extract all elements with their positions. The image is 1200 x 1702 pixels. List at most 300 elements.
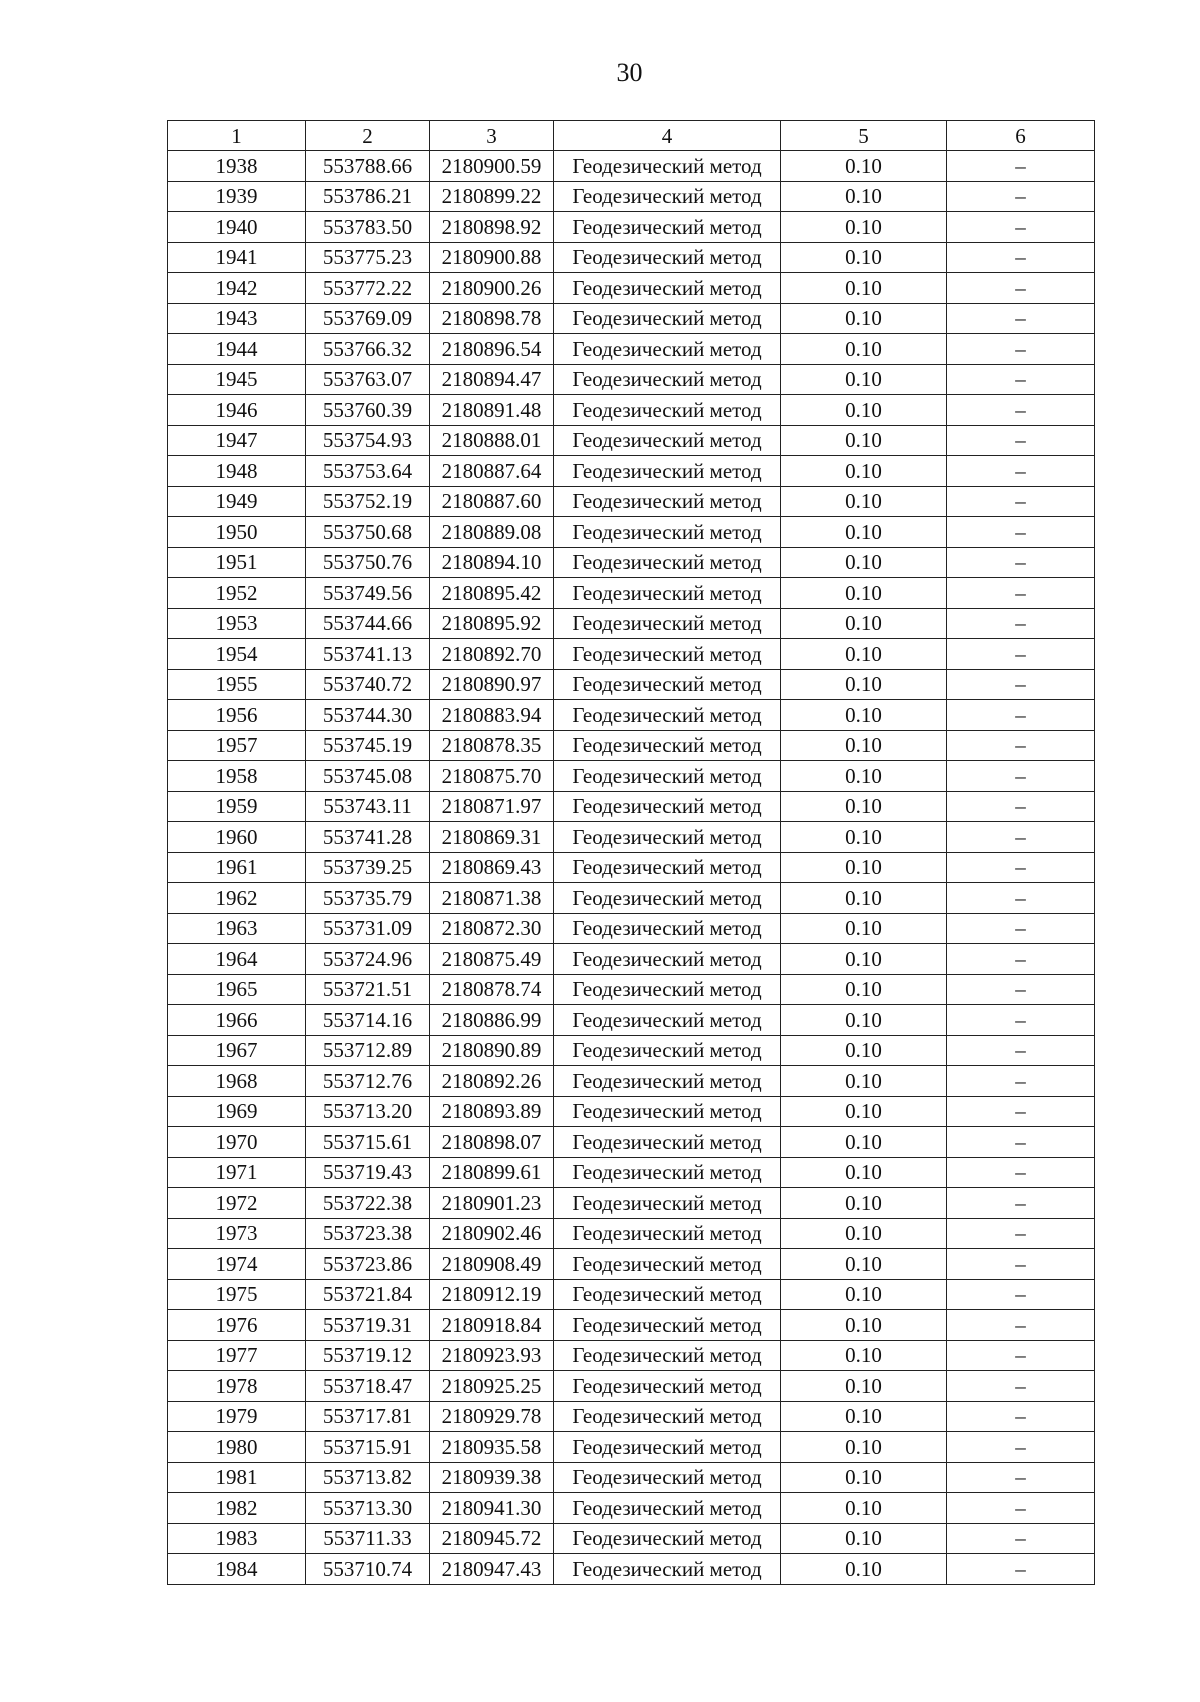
method-cell: Геодезический метод — [554, 639, 781, 670]
table-header-row — [168, 121, 1095, 151]
accuracy-cell: 0.10 — [781, 852, 947, 883]
y-coordinate-cell: 2180902.46 — [430, 1218, 554, 1249]
y-coordinate-cell: 2180892.70 — [430, 639, 554, 670]
y-coordinate-cell: 2180923.93 — [430, 1340, 554, 1371]
note-cell: – — [947, 425, 1095, 456]
point-number-cell: 1977 — [168, 1340, 306, 1371]
x-coordinate-cell: 553719.12 — [306, 1340, 430, 1371]
table-row — [168, 944, 1095, 975]
x-coordinate-cell: 553741.28 — [306, 822, 430, 853]
table-row — [168, 578, 1095, 609]
table-row — [168, 913, 1095, 944]
table-row — [168, 1218, 1095, 1249]
y-coordinate-cell: 2180925.25 — [430, 1371, 554, 1402]
y-coordinate-cell: 2180900.88 — [430, 242, 554, 273]
y-coordinate-cell: 2180899.22 — [430, 181, 554, 212]
accuracy-cell: 0.10 — [781, 1127, 947, 1158]
accuracy-cell: 0.10 — [781, 1523, 947, 1554]
accuracy-cell: 0.10 — [781, 1157, 947, 1188]
note-cell: – — [947, 517, 1095, 548]
point-number-cell: 1961 — [168, 852, 306, 883]
y-coordinate-cell: 2180894.47 — [430, 364, 554, 395]
accuracy-cell: 0.10 — [781, 578, 947, 609]
accuracy-cell: 0.10 — [781, 822, 947, 853]
header-cell-3: 3 — [430, 121, 554, 151]
accuracy-cell: 0.10 — [781, 1462, 947, 1493]
point-number-cell: 1955 — [168, 669, 306, 700]
accuracy-cell: 0.10 — [781, 456, 947, 487]
method-cell: Геодезический метод — [554, 852, 781, 883]
note-cell: – — [947, 273, 1095, 304]
y-coordinate-cell: 2180878.74 — [430, 974, 554, 1005]
note-cell: – — [947, 1066, 1095, 1097]
accuracy-cell: 0.10 — [781, 730, 947, 761]
accuracy-cell: 0.10 — [781, 791, 947, 822]
method-cell: Геодезический метод — [554, 517, 781, 548]
method-cell: Геодезический метод — [554, 1401, 781, 1432]
method-cell: Геодезический метод — [554, 212, 781, 243]
point-number-cell: 1959 — [168, 791, 306, 822]
method-cell: Геодезический метод — [554, 1249, 781, 1280]
y-coordinate-cell: 2180890.97 — [430, 669, 554, 700]
x-coordinate-cell: 553744.66 — [306, 608, 430, 639]
x-coordinate-cell: 553739.25 — [306, 852, 430, 883]
y-coordinate-cell: 2180891.48 — [430, 395, 554, 426]
x-coordinate-cell: 553743.11 — [306, 791, 430, 822]
point-number-cell: 1962 — [168, 883, 306, 914]
x-coordinate-cell: 553713.20 — [306, 1096, 430, 1127]
note-cell: – — [947, 1279, 1095, 1310]
x-coordinate-cell: 553717.81 — [306, 1401, 430, 1432]
note-cell: – — [947, 1371, 1095, 1402]
accuracy-cell: 0.10 — [781, 913, 947, 944]
table-row — [168, 608, 1095, 639]
note-cell: – — [947, 852, 1095, 883]
accuracy-cell: 0.10 — [781, 1401, 947, 1432]
method-cell: Геодезический метод — [554, 181, 781, 212]
y-coordinate-cell: 2180947.43 — [430, 1554, 554, 1585]
accuracy-cell: 0.10 — [781, 364, 947, 395]
table-row — [168, 1066, 1095, 1097]
method-cell: Геодезический метод — [554, 1157, 781, 1188]
x-coordinate-cell: 553772.22 — [306, 273, 430, 304]
method-cell: Геодезический метод — [554, 1523, 781, 1554]
y-coordinate-cell: 2180892.26 — [430, 1066, 554, 1097]
y-coordinate-cell: 2180935.58 — [430, 1432, 554, 1463]
y-coordinate-cell: 2180929.78 — [430, 1401, 554, 1432]
method-cell: Геодезический метод — [554, 608, 781, 639]
accuracy-cell: 0.10 — [781, 1188, 947, 1219]
method-cell: Геодезический метод — [554, 761, 781, 792]
point-number-cell: 1939 — [168, 181, 306, 212]
y-coordinate-cell: 2180895.92 — [430, 608, 554, 639]
point-number-cell: 1956 — [168, 700, 306, 731]
table-row — [168, 1127, 1095, 1158]
header-cell-5: 5 — [781, 121, 947, 151]
point-number-cell: 1982 — [168, 1493, 306, 1524]
point-number-cell: 1943 — [168, 303, 306, 334]
point-number-cell: 1971 — [168, 1157, 306, 1188]
y-coordinate-cell: 2180890.89 — [430, 1035, 554, 1066]
note-cell: – — [947, 212, 1095, 243]
table-row — [168, 1401, 1095, 1432]
x-coordinate-cell: 553721.51 — [306, 974, 430, 1005]
point-number-cell: 1975 — [168, 1279, 306, 1310]
y-coordinate-cell: 2180894.10 — [430, 547, 554, 578]
accuracy-cell: 0.10 — [781, 1279, 947, 1310]
table-row — [168, 1096, 1095, 1127]
note-cell: – — [947, 1523, 1095, 1554]
method-cell: Геодезический метод — [554, 547, 781, 578]
y-coordinate-cell: 2180887.60 — [430, 486, 554, 517]
table-row — [168, 1310, 1095, 1341]
point-number-cell: 1952 — [168, 578, 306, 609]
y-coordinate-cell: 2180941.30 — [430, 1493, 554, 1524]
accuracy-cell: 0.10 — [781, 395, 947, 426]
point-number-cell: 1981 — [168, 1462, 306, 1493]
point-number-cell: 1946 — [168, 395, 306, 426]
y-coordinate-cell: 2180886.99 — [430, 1005, 554, 1036]
method-cell: Геодезический метод — [554, 456, 781, 487]
point-number-cell: 1947 — [168, 425, 306, 456]
y-coordinate-cell: 2180896.54 — [430, 334, 554, 365]
note-cell: – — [947, 151, 1095, 182]
table-row — [168, 242, 1095, 273]
y-coordinate-cell: 2180871.38 — [430, 883, 554, 914]
note-cell: – — [947, 1218, 1095, 1249]
x-coordinate-cell: 553749.56 — [306, 578, 430, 609]
table-row — [168, 395, 1095, 426]
method-cell: Геодезический метод — [554, 913, 781, 944]
x-coordinate-cell: 553786.21 — [306, 181, 430, 212]
table-row — [168, 1340, 1095, 1371]
method-cell: Геодезический метод — [554, 1218, 781, 1249]
point-number-cell: 1954 — [168, 639, 306, 670]
table-row — [168, 1462, 1095, 1493]
method-cell: Геодезический метод — [554, 1035, 781, 1066]
point-number-cell: 1957 — [168, 730, 306, 761]
point-number-cell: 1969 — [168, 1096, 306, 1127]
x-coordinate-cell: 553714.16 — [306, 1005, 430, 1036]
point-number-cell: 1950 — [168, 517, 306, 548]
y-coordinate-cell: 2180939.38 — [430, 1462, 554, 1493]
method-cell: Геодезический метод — [554, 944, 781, 975]
accuracy-cell: 0.10 — [781, 181, 947, 212]
point-number-cell: 1972 — [168, 1188, 306, 1219]
y-coordinate-cell: 2180900.59 — [430, 151, 554, 182]
method-cell: Геодезический метод — [554, 822, 781, 853]
table-row — [168, 883, 1095, 914]
table-row — [168, 1371, 1095, 1402]
table-row — [168, 181, 1095, 212]
note-cell: – — [947, 639, 1095, 670]
accuracy-cell: 0.10 — [781, 1096, 947, 1127]
accuracy-cell: 0.10 — [781, 608, 947, 639]
x-coordinate-cell: 553723.38 — [306, 1218, 430, 1249]
note-cell: – — [947, 1462, 1095, 1493]
table-body — [168, 121, 1095, 1585]
table-row — [168, 486, 1095, 517]
point-number-cell: 1940 — [168, 212, 306, 243]
method-cell: Геодезический метод — [554, 364, 781, 395]
point-number-cell: 1968 — [168, 1066, 306, 1097]
method-cell: Геодезический метод — [554, 486, 781, 517]
accuracy-cell: 0.10 — [781, 761, 947, 792]
method-cell: Геодезический метод — [554, 669, 781, 700]
y-coordinate-cell: 2180883.94 — [430, 700, 554, 731]
y-coordinate-cell: 2180901.23 — [430, 1188, 554, 1219]
note-cell: – — [947, 1096, 1095, 1127]
y-coordinate-cell: 2180895.42 — [430, 578, 554, 609]
table-row — [168, 1554, 1095, 1585]
y-coordinate-cell: 2180869.31 — [430, 822, 554, 853]
y-coordinate-cell: 2180889.08 — [430, 517, 554, 548]
table-row — [168, 151, 1095, 182]
accuracy-cell: 0.10 — [781, 1554, 947, 1585]
table-row — [168, 425, 1095, 456]
table-row — [168, 273, 1095, 304]
point-number-cell: 1978 — [168, 1371, 306, 1402]
note-cell: – — [947, 822, 1095, 853]
method-cell: Геодезический метод — [554, 1340, 781, 1371]
y-coordinate-cell: 2180888.01 — [430, 425, 554, 456]
x-coordinate-cell: 553766.32 — [306, 334, 430, 365]
table-row — [168, 852, 1095, 883]
accuracy-cell: 0.10 — [781, 425, 947, 456]
note-cell: – — [947, 242, 1095, 273]
note-cell: – — [947, 791, 1095, 822]
y-coordinate-cell: 2180887.64 — [430, 456, 554, 487]
note-cell: – — [947, 1157, 1095, 1188]
accuracy-cell: 0.10 — [781, 1340, 947, 1371]
note-cell: – — [947, 486, 1095, 517]
method-cell: Геодезический метод — [554, 1554, 781, 1585]
x-coordinate-cell: 553723.86 — [306, 1249, 430, 1280]
method-cell: Геодезический метод — [554, 1066, 781, 1097]
y-coordinate-cell: 2180898.78 — [430, 303, 554, 334]
table-row — [168, 1493, 1095, 1524]
accuracy-cell: 0.10 — [781, 1218, 947, 1249]
point-number-cell: 1983 — [168, 1523, 306, 1554]
header-cell-1: 1 — [168, 121, 306, 151]
point-number-cell: 1951 — [168, 547, 306, 578]
accuracy-cell: 0.10 — [781, 517, 947, 548]
point-number-cell: 1964 — [168, 944, 306, 975]
note-cell: – — [947, 913, 1095, 944]
accuracy-cell: 0.10 — [781, 486, 947, 517]
method-cell: Геодезический метод — [554, 700, 781, 731]
y-coordinate-cell: 2180898.92 — [430, 212, 554, 243]
method-cell: Геодезический метод — [554, 1371, 781, 1402]
x-coordinate-cell: 553769.09 — [306, 303, 430, 334]
x-coordinate-cell: 553750.76 — [306, 547, 430, 578]
point-number-cell: 1960 — [168, 822, 306, 853]
accuracy-cell: 0.10 — [781, 883, 947, 914]
y-coordinate-cell: 2180899.61 — [430, 1157, 554, 1188]
method-cell: Геодезический метод — [554, 1279, 781, 1310]
x-coordinate-cell: 553712.76 — [306, 1066, 430, 1097]
point-number-cell: 1970 — [168, 1127, 306, 1158]
note-cell: – — [947, 608, 1095, 639]
accuracy-cell: 0.10 — [781, 1493, 947, 1524]
note-cell: – — [947, 1493, 1095, 1524]
accuracy-cell: 0.10 — [781, 212, 947, 243]
accuracy-cell: 0.10 — [781, 1035, 947, 1066]
x-coordinate-cell: 553735.79 — [306, 883, 430, 914]
point-number-cell: 1973 — [168, 1218, 306, 1249]
header-cell-2: 2 — [306, 121, 430, 151]
point-number-cell: 1980 — [168, 1432, 306, 1463]
x-coordinate-cell: 553718.47 — [306, 1371, 430, 1402]
note-cell: – — [947, 1401, 1095, 1432]
method-cell: Геодезический метод — [554, 578, 781, 609]
method-cell: Геодезический метод — [554, 303, 781, 334]
method-cell: Геодезический метод — [554, 1493, 781, 1524]
table-row — [168, 822, 1095, 853]
table-row — [168, 303, 1095, 334]
point-number-cell: 1949 — [168, 486, 306, 517]
method-cell: Геодезический метод — [554, 1127, 781, 1158]
note-cell: – — [947, 1127, 1095, 1158]
table-row — [168, 212, 1095, 243]
x-coordinate-cell: 553731.09 — [306, 913, 430, 944]
note-cell: – — [947, 578, 1095, 609]
accuracy-cell: 0.10 — [781, 1005, 947, 1036]
table-row — [168, 1005, 1095, 1036]
x-coordinate-cell: 553763.07 — [306, 364, 430, 395]
point-number-cell: 1967 — [168, 1035, 306, 1066]
point-number-cell: 1945 — [168, 364, 306, 395]
accuracy-cell: 0.10 — [781, 242, 947, 273]
accuracy-cell: 0.10 — [781, 944, 947, 975]
note-cell: – — [947, 883, 1095, 914]
x-coordinate-cell: 553788.66 — [306, 151, 430, 182]
accuracy-cell: 0.10 — [781, 151, 947, 182]
method-cell: Геодезический метод — [554, 425, 781, 456]
x-coordinate-cell: 553745.08 — [306, 761, 430, 792]
x-coordinate-cell: 553724.96 — [306, 944, 430, 975]
note-cell: – — [947, 1005, 1095, 1036]
y-coordinate-cell: 2180918.84 — [430, 1310, 554, 1341]
accuracy-cell: 0.10 — [781, 1432, 947, 1463]
method-cell: Геодезический метод — [554, 883, 781, 914]
coordinates-table — [167, 120, 1095, 1585]
accuracy-cell: 0.10 — [781, 1249, 947, 1280]
table-row — [168, 669, 1095, 700]
y-coordinate-cell: 2180945.72 — [430, 1523, 554, 1554]
accuracy-cell: 0.10 — [781, 1066, 947, 1097]
note-cell: – — [947, 1310, 1095, 1341]
method-cell: Геодезический метод — [554, 273, 781, 304]
note-cell: – — [947, 395, 1095, 426]
method-cell: Геодезический метод — [554, 242, 781, 273]
table-row — [168, 791, 1095, 822]
table-row — [168, 1157, 1095, 1188]
x-coordinate-cell: 553713.82 — [306, 1462, 430, 1493]
accuracy-cell: 0.10 — [781, 303, 947, 334]
method-cell: Геодезический метод — [554, 1188, 781, 1219]
x-coordinate-cell: 553744.30 — [306, 700, 430, 731]
point-number-cell: 1976 — [168, 1310, 306, 1341]
x-coordinate-cell: 553740.72 — [306, 669, 430, 700]
x-coordinate-cell: 553760.39 — [306, 395, 430, 426]
note-cell: – — [947, 547, 1095, 578]
point-number-cell: 1984 — [168, 1554, 306, 1585]
x-coordinate-cell: 553710.74 — [306, 1554, 430, 1585]
table-row — [168, 700, 1095, 731]
x-coordinate-cell: 553741.13 — [306, 639, 430, 670]
y-coordinate-cell: 2180898.07 — [430, 1127, 554, 1158]
x-coordinate-cell: 553721.84 — [306, 1279, 430, 1310]
method-cell: Геодезический метод — [554, 791, 781, 822]
note-cell: – — [947, 303, 1095, 334]
table-row — [168, 334, 1095, 365]
table-row — [168, 1432, 1095, 1463]
y-coordinate-cell: 2180875.70 — [430, 761, 554, 792]
accuracy-cell: 0.10 — [781, 273, 947, 304]
note-cell: – — [947, 1035, 1095, 1066]
x-coordinate-cell: 553715.91 — [306, 1432, 430, 1463]
x-coordinate-cell: 553750.68 — [306, 517, 430, 548]
x-coordinate-cell: 553722.38 — [306, 1188, 430, 1219]
table-row — [168, 639, 1095, 670]
y-coordinate-cell: 2180912.19 — [430, 1279, 554, 1310]
table-row — [168, 730, 1095, 761]
table-row — [168, 364, 1095, 395]
y-coordinate-cell: 2180908.49 — [430, 1249, 554, 1280]
method-cell: Геодезический метод — [554, 1310, 781, 1341]
method-cell: Геодезический метод — [554, 1462, 781, 1493]
point-number-cell: 1974 — [168, 1249, 306, 1280]
table-row — [168, 456, 1095, 487]
note-cell: – — [947, 944, 1095, 975]
note-cell: – — [947, 1432, 1095, 1463]
method-cell: Геодезический метод — [554, 1005, 781, 1036]
accuracy-cell: 0.10 — [781, 700, 947, 731]
x-coordinate-cell: 553783.50 — [306, 212, 430, 243]
table-row — [168, 974, 1095, 1005]
table-row — [168, 1279, 1095, 1310]
note-cell: – — [947, 700, 1095, 731]
note-cell: – — [947, 1188, 1095, 1219]
accuracy-cell: 0.10 — [781, 669, 947, 700]
y-coordinate-cell: 2180871.97 — [430, 791, 554, 822]
table-row — [168, 1035, 1095, 1066]
point-number-cell: 1941 — [168, 242, 306, 273]
point-number-cell: 1953 — [168, 608, 306, 639]
point-number-cell: 1965 — [168, 974, 306, 1005]
method-cell: Геодезический метод — [554, 1432, 781, 1463]
accuracy-cell: 0.10 — [781, 334, 947, 365]
note-cell: – — [947, 730, 1095, 761]
table-row — [168, 761, 1095, 792]
point-number-cell: 1979 — [168, 1401, 306, 1432]
point-number-cell: 1948 — [168, 456, 306, 487]
y-coordinate-cell: 2180900.26 — [430, 273, 554, 304]
accuracy-cell: 0.10 — [781, 547, 947, 578]
y-coordinate-cell: 2180869.43 — [430, 852, 554, 883]
point-number-cell: 1942 — [168, 273, 306, 304]
x-coordinate-cell: 553754.93 — [306, 425, 430, 456]
y-coordinate-cell: 2180893.89 — [430, 1096, 554, 1127]
y-coordinate-cell: 2180878.35 — [430, 730, 554, 761]
header-cell-4: 4 — [554, 121, 781, 151]
x-coordinate-cell: 553712.89 — [306, 1035, 430, 1066]
note-cell: – — [947, 1249, 1095, 1280]
x-coordinate-cell: 553719.31 — [306, 1310, 430, 1341]
note-cell: – — [947, 181, 1095, 212]
x-coordinate-cell: 553715.61 — [306, 1127, 430, 1158]
